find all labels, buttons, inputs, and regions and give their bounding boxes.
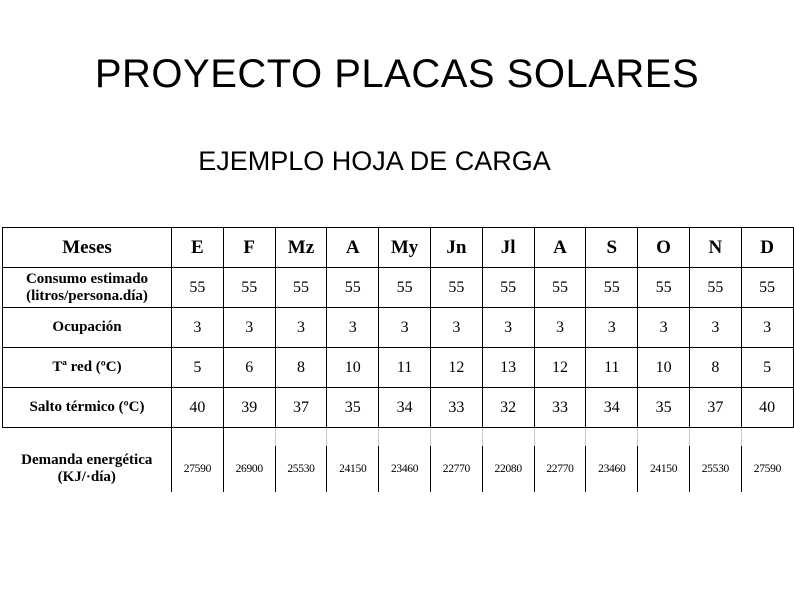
month-header: F bbox=[223, 228, 275, 268]
table-cell: 8 bbox=[689, 348, 741, 388]
month-header: N bbox=[689, 228, 741, 268]
table-cell: 26900 bbox=[223, 446, 275, 492]
table-cell: 27590 bbox=[741, 446, 793, 492]
page-subtitle: EJEMPLO HOJA DE CARGA bbox=[198, 146, 551, 176]
month-header: Mz bbox=[275, 228, 327, 268]
month-header: Jl bbox=[482, 228, 534, 268]
table-cell: 25530 bbox=[275, 446, 327, 492]
load-sheet-table bbox=[2, 227, 794, 492]
table-cell: 3 bbox=[223, 308, 275, 348]
table-cell: 24150 bbox=[327, 446, 379, 492]
table-cell: 55 bbox=[638, 268, 690, 308]
table-cell: 22080 bbox=[482, 446, 534, 492]
table-cell: 55 bbox=[430, 268, 482, 308]
table-row bbox=[3, 348, 794, 388]
spacer-cell bbox=[741, 428, 793, 447]
month-header: A bbox=[534, 228, 586, 268]
table-cell: 39 bbox=[223, 388, 275, 428]
table-cell: 3 bbox=[586, 308, 638, 348]
row-label-line: (KJ/·día) bbox=[57, 469, 116, 485]
table-cell: 3 bbox=[482, 308, 534, 348]
table-cell: 35 bbox=[327, 388, 379, 428]
row-label-line: (litros/persona.día) bbox=[26, 287, 148, 304]
row-label: Ocupación bbox=[3, 308, 172, 348]
table-cell: 33 bbox=[534, 388, 586, 428]
table-cell: 3 bbox=[275, 308, 327, 348]
table-cell: 55 bbox=[172, 268, 224, 308]
table-cell: 55 bbox=[327, 268, 379, 308]
spacer-cell bbox=[3, 428, 172, 447]
month-header: Jn bbox=[430, 228, 482, 268]
table-cell: 32 bbox=[482, 388, 534, 428]
spacer-cell bbox=[275, 428, 327, 447]
table-cell: 24150 bbox=[638, 446, 690, 492]
table-cell: 35 bbox=[638, 388, 690, 428]
table-cell: 55 bbox=[482, 268, 534, 308]
table-cell: 55 bbox=[223, 268, 275, 308]
table-cell: 6 bbox=[223, 348, 275, 388]
table-cell: 33 bbox=[430, 388, 482, 428]
table-cell: 3 bbox=[430, 308, 482, 348]
table-cell: 55 bbox=[534, 268, 586, 308]
spacer-cell bbox=[379, 428, 431, 447]
demand-row bbox=[3, 446, 794, 492]
table-cell: 34 bbox=[586, 388, 638, 428]
table-cell: 40 bbox=[741, 388, 793, 428]
spacer-cell bbox=[638, 428, 690, 447]
table-row bbox=[3, 388, 794, 428]
table-spacer-row bbox=[3, 428, 794, 447]
spacer-cell bbox=[430, 428, 482, 447]
table-cell: 3 bbox=[689, 308, 741, 348]
table-cell: 40 bbox=[172, 388, 224, 428]
spacer-cell bbox=[223, 428, 275, 447]
table-cell: 55 bbox=[689, 268, 741, 308]
spacer-cell bbox=[534, 428, 586, 447]
table-cell: 13 bbox=[482, 348, 534, 388]
table-cell: 11 bbox=[379, 348, 431, 388]
month-header: E bbox=[172, 228, 224, 268]
table-cell: 55 bbox=[379, 268, 431, 308]
spacer-cell bbox=[586, 428, 638, 447]
table-cell: 10 bbox=[638, 348, 690, 388]
table-cell: 34 bbox=[379, 388, 431, 428]
table-cell: 37 bbox=[689, 388, 741, 428]
month-header: D bbox=[741, 228, 793, 268]
table-cell: 25530 bbox=[689, 446, 741, 492]
table-cell: 55 bbox=[275, 268, 327, 308]
table-cell: 3 bbox=[534, 308, 586, 348]
table-cell: 3 bbox=[327, 308, 379, 348]
table-cell: 3 bbox=[741, 308, 793, 348]
month-header: S bbox=[586, 228, 638, 268]
row-label-line: Consumo estimado bbox=[25, 270, 149, 287]
page-title: PROYECTO PLACAS SOLARES bbox=[94, 52, 700, 96]
spacer-cell bbox=[482, 428, 534, 447]
spacer-cell bbox=[689, 428, 741, 447]
table-cell: 3 bbox=[379, 308, 431, 348]
month-header: O bbox=[638, 228, 690, 268]
table-cell: 12 bbox=[430, 348, 482, 388]
month-header: My bbox=[379, 228, 431, 268]
table-cell: 10 bbox=[327, 348, 379, 388]
table-cell: 5 bbox=[741, 348, 793, 388]
table-cell: 12 bbox=[534, 348, 586, 388]
table-cell: 11 bbox=[586, 348, 638, 388]
table-cell: 27590 bbox=[172, 446, 224, 492]
table-row bbox=[3, 268, 794, 308]
table-cell: 5 bbox=[172, 348, 224, 388]
table-cell: 3 bbox=[638, 308, 690, 348]
table-cell: 37 bbox=[275, 388, 327, 428]
months-header: Meses bbox=[3, 228, 172, 268]
table-cell: 23460 bbox=[586, 446, 638, 492]
table-header-row bbox=[3, 228, 794, 268]
table-cell: 8 bbox=[275, 348, 327, 388]
row-label: Salto térmico (ºC) bbox=[3, 388, 172, 428]
table-cell: 55 bbox=[741, 268, 793, 308]
row-label: Tª red (ºC) bbox=[3, 348, 172, 388]
month-header: A bbox=[327, 228, 379, 268]
table-cell: 55 bbox=[586, 268, 638, 308]
row-label bbox=[3, 446, 172, 492]
table-cell: 22770 bbox=[430, 446, 482, 492]
table-row bbox=[3, 308, 794, 348]
table-cell: 3 bbox=[172, 308, 224, 348]
row-label bbox=[3, 268, 172, 308]
spacer-cell bbox=[172, 428, 224, 447]
table-cell: 23460 bbox=[379, 446, 431, 492]
table-cell: 22770 bbox=[534, 446, 586, 492]
row-label-line: Demanda energética bbox=[21, 452, 153, 468]
spacer-cell bbox=[327, 428, 379, 447]
